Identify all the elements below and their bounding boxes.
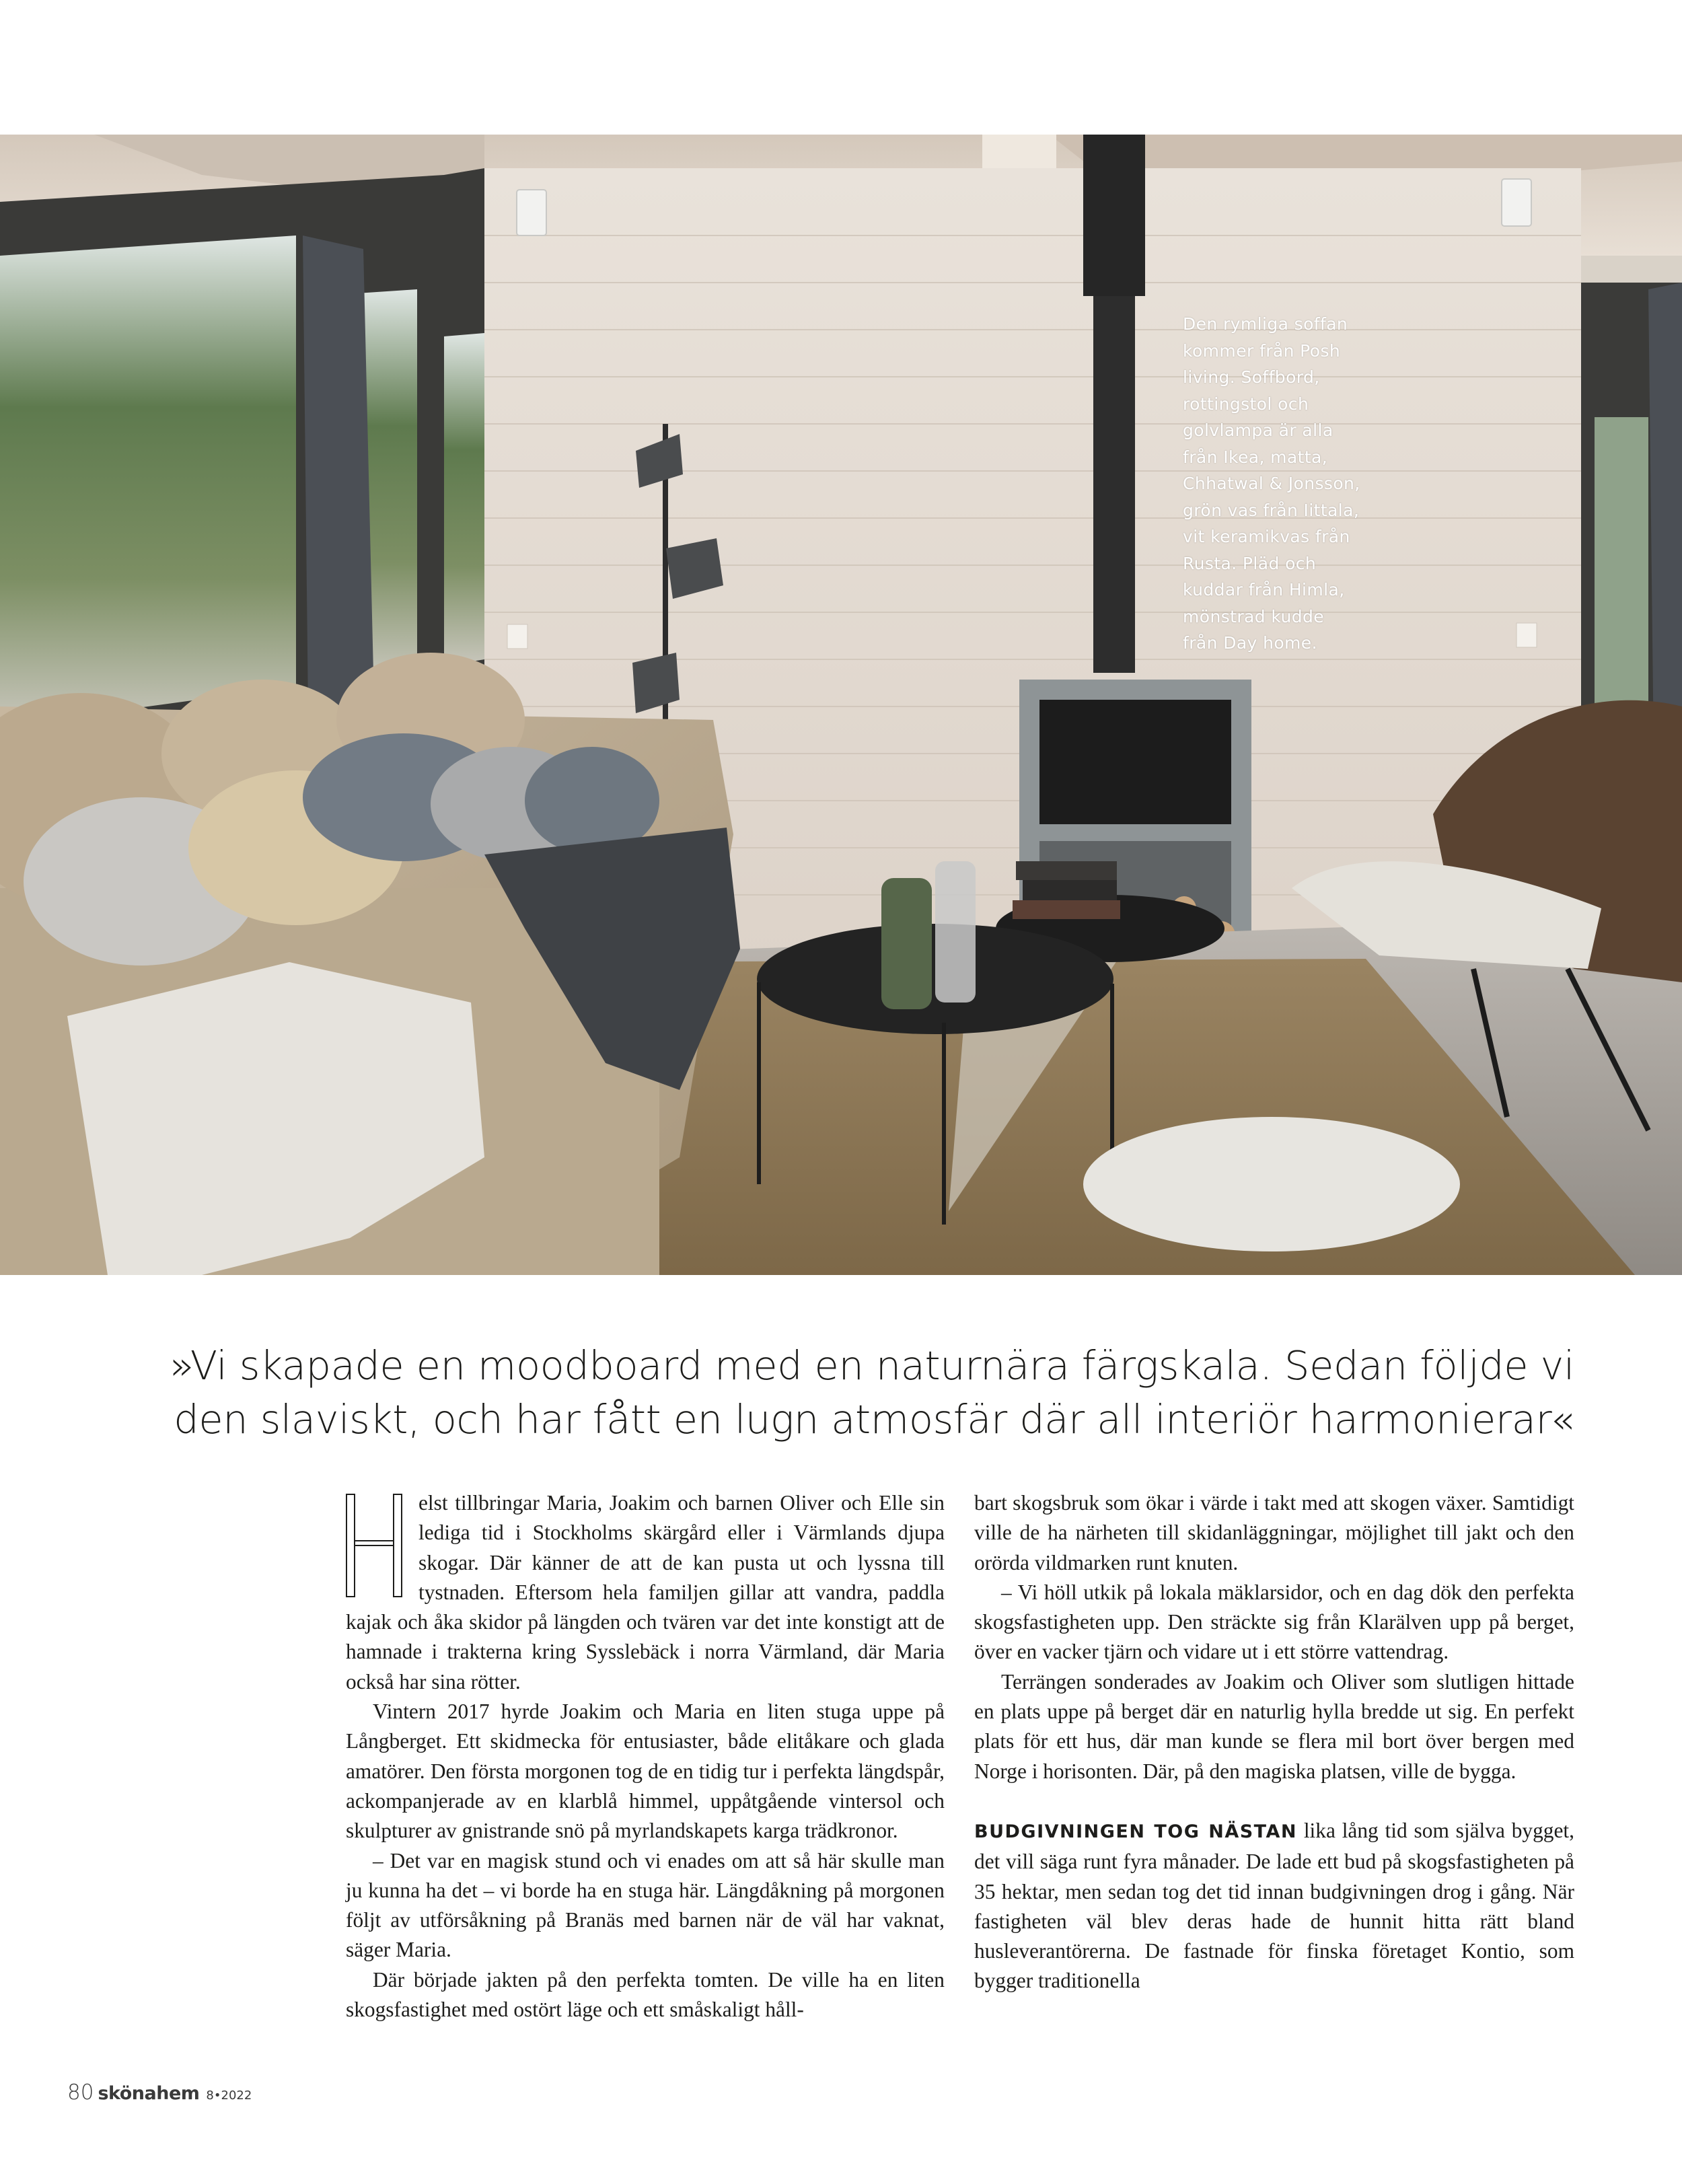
- magazine-logo: skönahem: [98, 2083, 200, 2104]
- issue-number: 8•2022: [206, 2088, 252, 2103]
- hero-photo: [0, 135, 1682, 1275]
- paragraph: [346, 1488, 945, 1697]
- section-lead-in: BUDGIVNINGEN TOG NÄSTAN: [974, 1821, 1297, 1842]
- paragraph-text: elst tillbringar Maria, Joakim och barnen Oliver och Elle sin lediga tid i Stockholms skärgård eller i Värmlands djupa skogar. Där känner de att de kan pusta ut och lyssna till tystnaden. Eftersom hela familjen gillar att vandra, paddla kajak och åka skidor på längden och tvären var det inte konstigt att de hamnade i trakterna kring Sysslebäck i norra Värmland, där Maria också har sina rötter.: [346, 1491, 945, 1694]
- paragraph: [974, 1816, 1574, 1996]
- dropcap-letter: [346, 1494, 402, 1597]
- pull-quote-line-1: »Vi skapade en moodboard med en naturnära färgskala. Sedan följde vi: [170, 1342, 1574, 1389]
- paragraph: – Vi höll utkik på lokala mäklarsidor, och en dag dök den perfekta skogsfastigheten upp. Den sträckte sig från Klarälven upp på berget, över en vacker tjärn och vidare ut i ett större vattendrag.: [974, 1580, 1574, 1664]
- article-column-left: [346, 1488, 945, 2025]
- page-footer: [67, 2080, 252, 2110]
- photo-caption: Den rymliga soffan kommer från Posh living. Soffbord, rottingstol och golvlampa är alla från Ikea, matta, Chhatwal & Jonsson, grön vas från Iittala, vit keramikvas från Rusta. Pläd och kuddar från Himla, mönstrad kudde från Day home.: [1183, 314, 1360, 653]
- paragraph: Vintern 2017 hyrde Joakim och Maria en liten stuga uppe på Långberget. Ett skidmecka för entusiaster, både elitåkare och glada amatörer. Den första morgonen tog de en tidig tur i perfekta längdspår, ackompanjerade av en klarblå himmel, uppåtgående vintersol och skulpturer av gnistrande snö på myrlandskapets karga trädkronor.: [346, 1700, 945, 1843]
- page-number: 80: [67, 2080, 94, 2105]
- paragraph: bart skogsbruk som ökar i värde i takt med att skogen växer. Samtidigt ville de ha närheten till skidanläggningar, möjlighet till jakt och den orörda vildmarken runt knuten.: [974, 1491, 1574, 1574]
- article-column-right: [974, 1488, 1574, 1996]
- paragraph: – Det var en magisk stund och vi enades om att så här skulle man ju kunna ha det – vi borde ha en stuga här. Längdåkning på morgonen följt av utförsåkning på Branäs med barnen när de väl har vaknat, säger Maria.: [346, 1848, 945, 1962]
- living-room-illustration: [0, 135, 1682, 1275]
- paragraph: Terrängen sonderades av Joakim och Oliver som slutligen hittade en plats uppe på berget där en naturlig hylla bredde ut sig. En perfekt plats för ett hus, där man kunde se flera mil bort över bergen med Norge i horisonten. Där, på den magiska platsen, ville de bygga.: [974, 1669, 1574, 1783]
- pull-quote: [101, 1339, 1574, 1447]
- pull-quote-line-2: den slaviskt, och har fått en lugn atmosfär där all interiör harmonierar«: [174, 1396, 1574, 1443]
- paragraph: Där började jakten på den perfekta tomten. De ville ha en liten skogsfastighet med ostört läge och ett småskaligt håll-: [346, 1967, 945, 2022]
- section-break: [974, 1786, 1574, 1816]
- paragraph-text: lika lång tid som själva bygget, det vill säga runt fyra månader. De lade ett bud på skogsfastigheten på 35 hektar, men sedan tog det tid innan budgivningen drog i gång. När fastigheten väl blev deras hade de hunnit hitta rätt bland husleverantörerna. De fastnade för finska företaget Kontio, som bygger traditionella: [974, 1818, 1575, 1993]
